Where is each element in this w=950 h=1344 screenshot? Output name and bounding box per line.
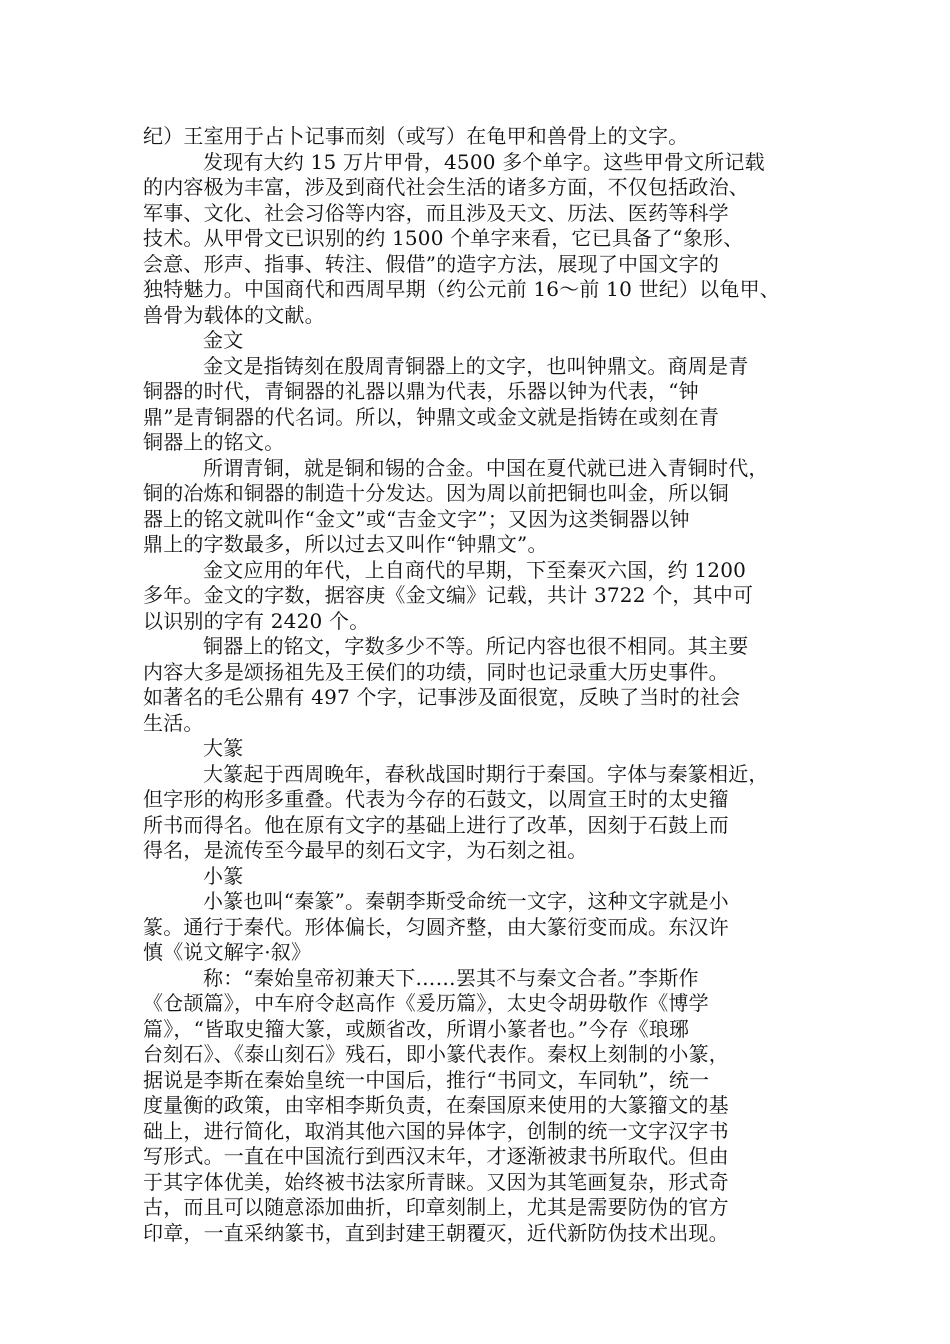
text-line: 称：“秦始皇帝初兼天下……罢其不与秦文合者。”李斯作 <box>203 965 699 990</box>
text-line: 慎《说文解字·叙》 <box>143 940 312 964</box>
text-line: 度量衡的政策，由宰相李斯负责，在秦国原来使用的大篆籀文的基 <box>143 1093 729 1117</box>
text-line: 铜的冶炼和铜器的制造十分发达。因为周以前把铜也叫金，所以铜 <box>143 481 729 505</box>
text-line: 印章，一直采纳篆书，直到封建王朝覆灭，近代新防伪技术出现。 <box>143 1220 729 1245</box>
text-line: 会意、形声、指事、转注、假借”的造字方法，展现了中国文字的 <box>143 251 720 276</box>
text-line: 所书而得名。他在原有文字的基础上进行了改革，因刻于石鼓上而 <box>143 812 729 837</box>
document-body <box>143 124 809 1246</box>
section-heading: 大篆 <box>203 736 244 760</box>
text-line: 的内容极为丰富，涉及到商代社会生活的诸多方面，不仅包括政治、 <box>143 175 749 199</box>
section-heading: 金文 <box>203 328 244 352</box>
text-line: 兽骨为载体的文献。 <box>143 302 325 327</box>
text-line: 所谓青铜，就是铜和锡的合金。中国在夏代就已进入青铜时代， <box>203 455 769 480</box>
text-line: 技术。从甲骨文已识别的约 1500 个单字来看，它已具备了“象形、 <box>143 226 744 250</box>
text-line: 于其字体优美，始终被书法家所青睐。又因为其笔画复杂，形式奇 <box>143 1169 729 1194</box>
text-line: 金文是指铸刻在殷周青铜器上的文字，也叫钟鼎文。商周是青 <box>203 353 749 378</box>
text-line: 纪）王室用于占卜记事而刻（或写）在龟甲和兽骨上的文字。 <box>143 124 689 148</box>
text-line: 内容大多是颂扬祖先及王侯们的功绩，同时也记录重大历史事件。 <box>143 659 729 684</box>
text-line: 如著名的毛公鼎有 497 个字，记事涉及面很宽，反映了当时的社会 <box>143 685 741 709</box>
text-line: 据说是李斯在秦始皇统一中国后，推行“书同文，车同轨”，统一 <box>143 1067 710 1092</box>
text-line: 生活。 <box>143 710 204 735</box>
text-line: 台刻石》、《泰山刻石》残石，即小篆代表作。秦权上刻制的小篆， <box>143 1042 729 1066</box>
text-line: 篇》，“皆取史籀大篆，或颇省改，所谓小篆者也。”今存《琅琊 <box>143 1016 690 1041</box>
section-heading: 小篆 <box>203 863 244 888</box>
text-line: 但字形的构形多重叠。代表为今存的石鼓文，以周宣王时的太史籀 <box>143 787 729 811</box>
text-line: 军事、文化、社会习俗等内容，而且涉及天文、历法、医药等科学 <box>143 200 729 225</box>
text-line: 铜器上的铭文。 <box>143 430 285 454</box>
text-line: 独特魅力。中国商代和西周早期（约公元前 16～前 10 世纪）以龟甲、 <box>143 277 780 301</box>
text-line: 得名，是流传至今最早的刻石文字，为石刻之祖。 <box>143 838 588 862</box>
text-line: 《仓颉篇》，中车府令赵高作《爰历篇》，太史令胡毋敬作《博学 <box>143 991 709 1015</box>
text-line: 铜器上的铭文，字数多少不等。所记内容也很不相同。其主要 <box>203 634 749 658</box>
text-line: 发现有大约 15 万片甲骨，4500 多个单字。这些甲骨文所记载 <box>203 149 765 174</box>
text-line: 础上，进行简化，取消其他六国的异体字，创制的统一文字汉字书 <box>143 1118 729 1143</box>
text-line: 铜器的时代，青铜器的礼器以鼎为代表，乐器以钟为代表，“钟 <box>143 379 699 403</box>
text-line: 金文应用的年代，上自商代的早期，下至秦灭六国，约 1200 <box>203 557 747 582</box>
text-line: 鼎”是青铜器的代名词。所以，钟鼎文或金文就是指铸在或刻在青 <box>143 404 720 429</box>
text-line: 小篆也叫“秦篆”。秦朝李斯受命统一文字，这种文字就是小 <box>203 889 729 913</box>
text-line: 写形式。一直在中国流行到西汉末年，才逐渐被隶书所取代。但由 <box>143 1144 729 1168</box>
text-line: 古，而且可以随意添加曲折，印章刻制上，尤其是需要防伪的官方 <box>143 1195 729 1219</box>
text-line: 鼎上的字数最多，所以过去又叫作“钟鼎文”。 <box>143 532 548 556</box>
text-line: 大篆起于西周晚年，春秋战国时期行于秦国。字体与秦篆相近， <box>203 761 769 786</box>
text-line: 多年。金文的字数，据容庚《金文编》记载，共计 3722 个，其中可 <box>143 583 754 607</box>
text-line: 器上的铭文就叫作“金文”或“吉金文字”；又因为这类铜器以钟 <box>143 506 690 531</box>
text-line: 篆。通行于秦代。形体偏长，匀圆齐整，由大篆衍变而成。东汉许 <box>143 914 729 939</box>
text-line: 以识别的字有 2420 个。 <box>143 608 370 633</box>
